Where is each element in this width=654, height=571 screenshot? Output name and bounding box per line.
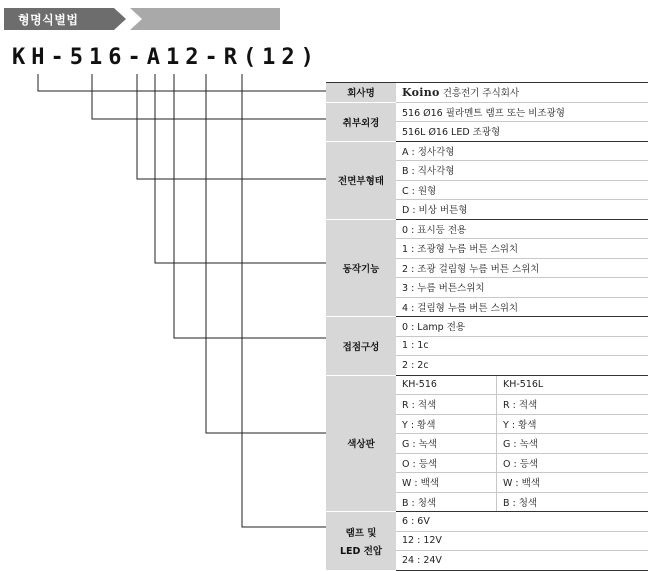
color-option-516l: O : 등색: [497, 453, 649, 473]
color-option-516l: R : 적색: [497, 395, 649, 415]
mount-diameter-option: 516 Ø16 필라멘트 램프 또는 비조광형: [396, 102, 648, 122]
spec-table: [326, 82, 648, 571]
front-shape-option: B : 직사각형: [396, 161, 648, 181]
contact-option: 1 : 1c: [396, 336, 648, 356]
koino-logo: Koino: [402, 86, 440, 100]
connector-r: [206, 74, 326, 433]
company-name: 건흥전기 주식회사: [442, 88, 520, 100]
color-option-516: Y : 황색: [396, 414, 497, 434]
function-option: 1 : 조광형 누름 버튼 스위치: [396, 239, 648, 259]
mount-diameter-label: 취부외경: [326, 102, 396, 141]
table-row: [326, 102, 648, 122]
color-header-516l: KH-516L: [497, 375, 649, 395]
color-option-516l: G : 녹색: [497, 434, 649, 454]
connector-12: [242, 74, 326, 527]
section-title: 형명식별법: [18, 13, 79, 27]
model-code: KH-516-A12-R(12): [12, 45, 320, 70]
table-row: [326, 512, 648, 532]
table-row: [326, 219, 648, 239]
color-plate-label: 색상판: [326, 375, 396, 512]
function-option: 4 : 걸림형 누름 버튼 스위치: [396, 297, 648, 317]
voltage-option: 6 : 6V: [396, 512, 648, 532]
color-option-516: G : 녹색: [396, 434, 497, 454]
contact-option: 0 : Lamp 전용: [396, 317, 648, 337]
table-row: [326, 141, 648, 161]
company-value: [396, 83, 648, 103]
front-shape-option: D : 비상 버튼형: [396, 200, 648, 220]
connector-516: [92, 74, 326, 119]
connector-a: [137, 74, 326, 179]
connector-2: [174, 74, 326, 338]
color-header-516: KH-516: [396, 375, 497, 395]
voltage-label-line1: 램프 및: [345, 527, 377, 539]
company-row: [326, 83, 648, 103]
color-option-516l: Y : 황색: [497, 414, 649, 434]
front-shape-option: A : 정사각형: [396, 141, 648, 161]
voltage-option: 12 : 12V: [396, 531, 648, 551]
function-option: 0 : 표시등 전용: [396, 219, 648, 239]
connector-kh: [38, 74, 326, 91]
function-option: 2 : 조광 걸림형 누름 버튼 스위치: [396, 258, 648, 278]
table-row: [326, 375, 648, 395]
color-option-516: O : 등색: [396, 453, 497, 473]
color-option-516: W : 백색: [396, 473, 497, 493]
color-option-516l: B : 청색: [497, 492, 649, 512]
voltage-label: [326, 512, 396, 571]
function-option: 3 : 누름 버튼스위치: [396, 278, 648, 298]
contact-option: 2 : 2c: [396, 356, 648, 376]
contact-label: 접점구성: [326, 317, 396, 376]
mount-diameter-option: 516L Ø16 LED 조광형: [396, 122, 648, 142]
color-option-516: B : 청색: [396, 492, 497, 512]
voltage-option: 24 : 24V: [396, 551, 648, 571]
front-shape-option: C : 원형: [396, 180, 648, 200]
voltage-label-line2: LED 전압: [339, 545, 383, 557]
front-shape-label: 전면부형태: [326, 141, 396, 219]
color-option-516: R : 적색: [396, 395, 497, 415]
function-label: 동작기능: [326, 219, 396, 317]
table-row: [326, 317, 648, 337]
connector-1: [155, 74, 326, 263]
color-option-516l: W : 백색: [497, 473, 649, 493]
company-label: 회사명: [326, 83, 396, 103]
